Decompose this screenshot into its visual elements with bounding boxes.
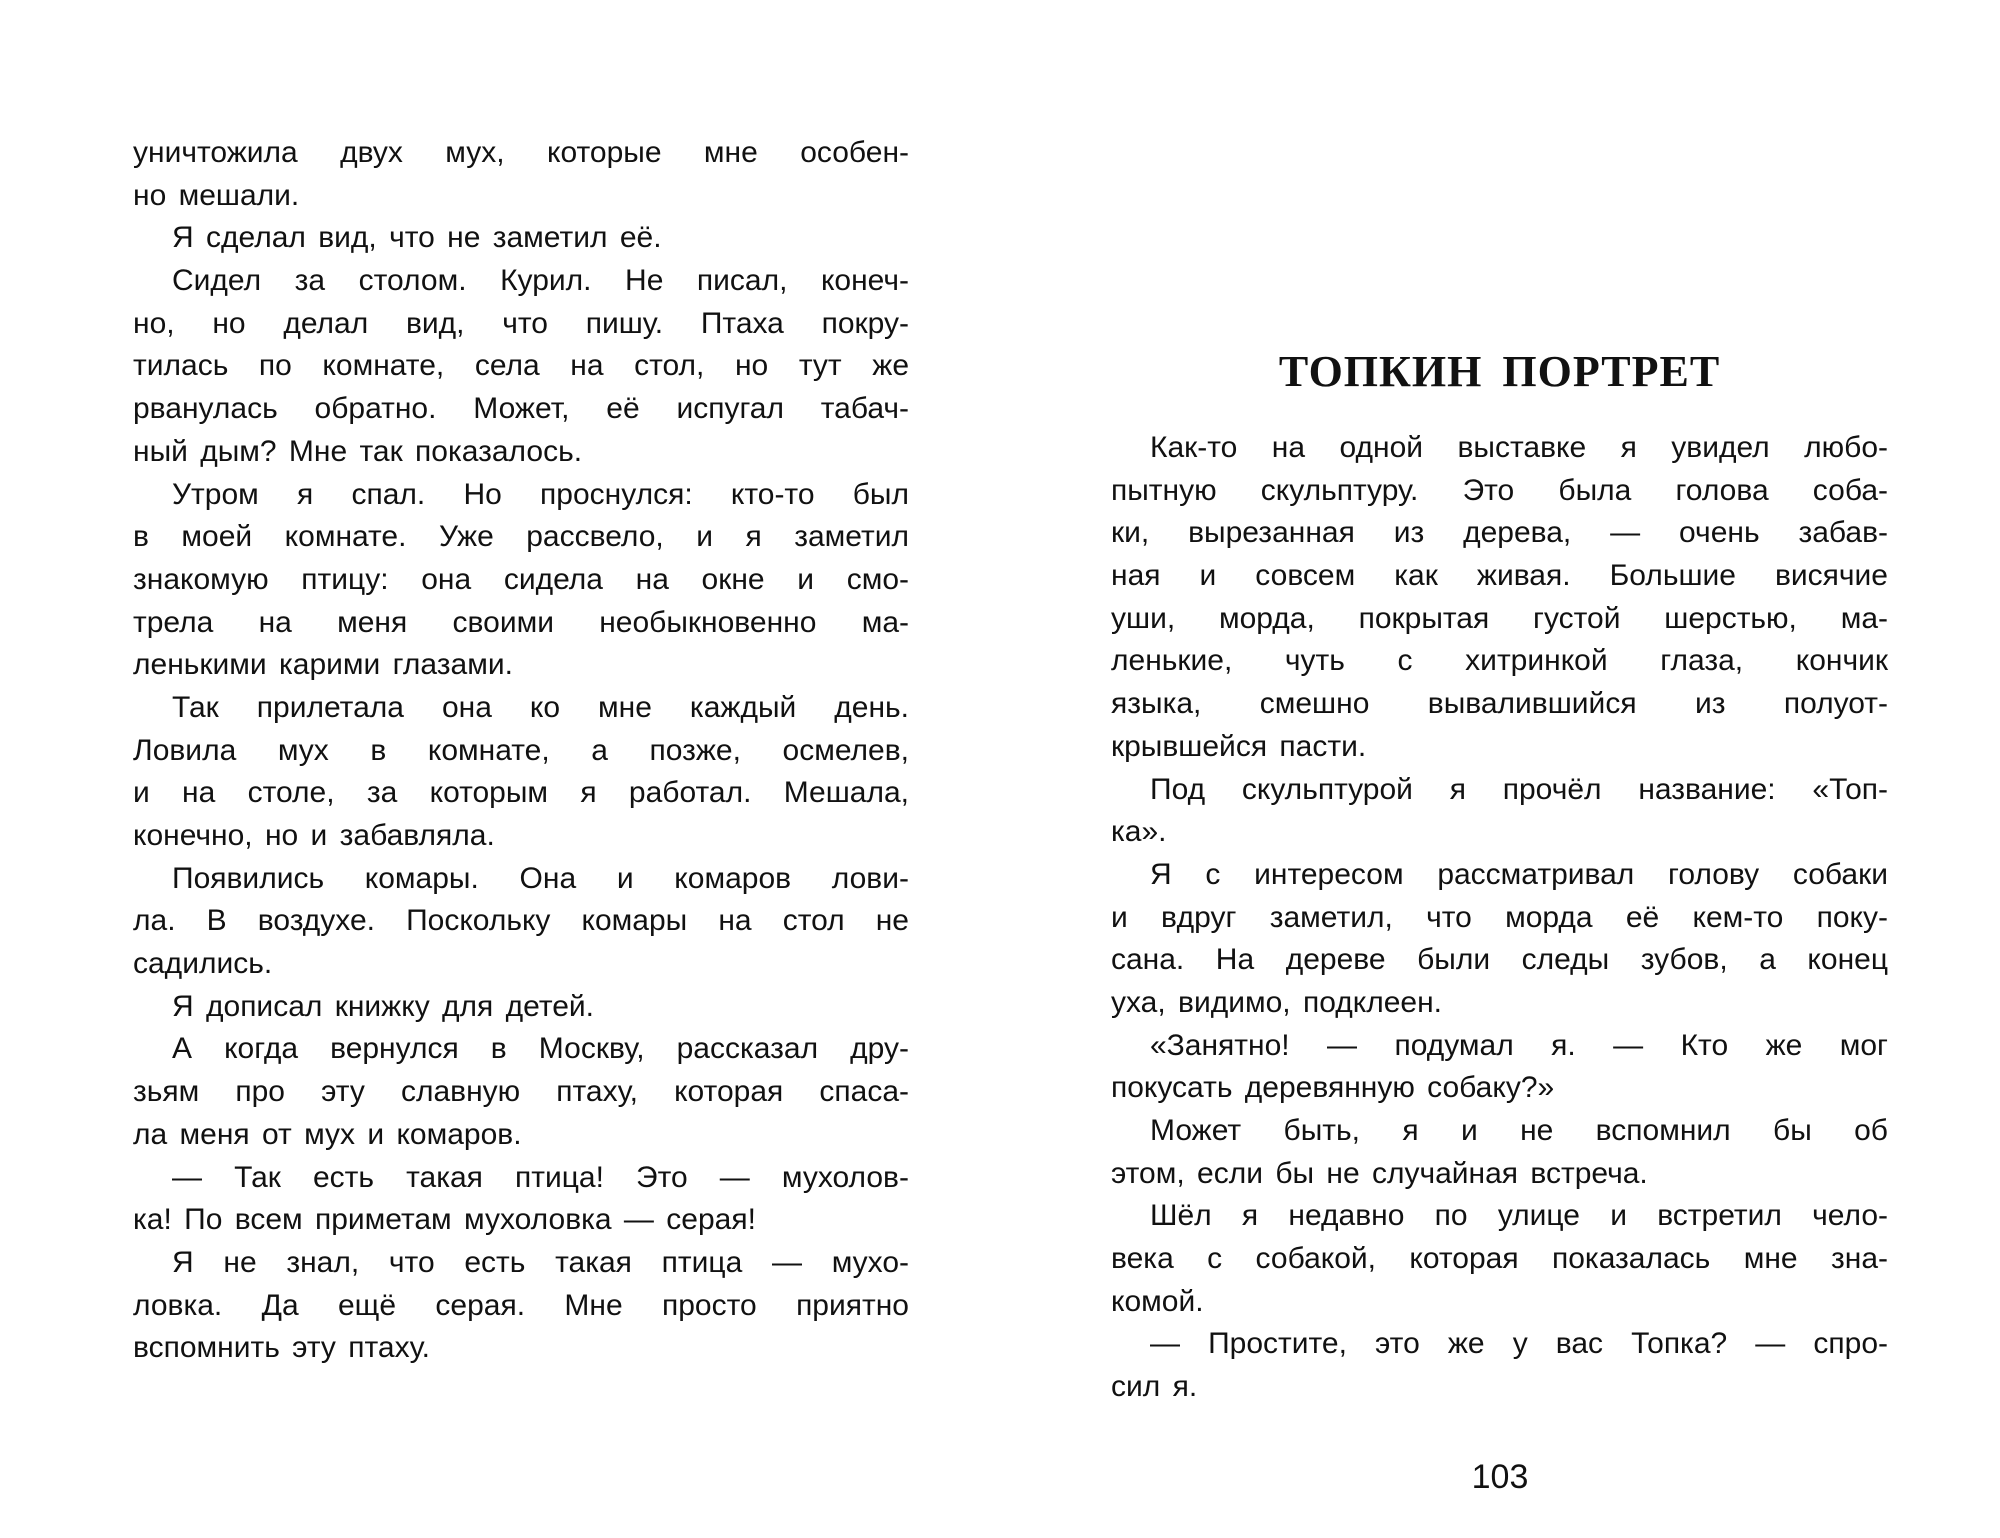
text-line: Утром я спал. Но проснулся: кто-то был — [172, 477, 909, 511]
text-line: А когда вернулся в Москву, рассказал дру- — [172, 1032, 909, 1066]
text-line: тилась по комнате, села на стол, но тут же — [133, 349, 909, 383]
text-line: трела на меня своими необыкновенно ма- — [133, 605, 909, 639]
text-line: Так прилетала она ко мне каждый день. — [172, 690, 909, 724]
text-line: зьям про эту славную птаху, которая спаса- — [133, 1075, 909, 1109]
text-line: но, но делал вид, что пишу. Птаха покру- — [133, 306, 909, 340]
left-page-text — [133, 132, 909, 1370]
paragraph — [1111, 854, 1888, 1025]
text-line: Я с интересом рассматривал голову собаки — [1150, 857, 1888, 891]
text-line: Как-то на одной выставке я увидел любо- — [1150, 431, 1888, 464]
text-line: Под скульптурой я прочёл название: «Топ- — [1150, 772, 1888, 806]
text-line: в моей комнате. Уже рассвело, и я заметил — [133, 520, 909, 554]
paragraph — [133, 1157, 909, 1242]
text-line: вспомнить эту птаху. — [133, 1331, 430, 1365]
text-line: — Простите, это же у вас Топка? — спро- — [1150, 1327, 1888, 1361]
text-line: рванулась обратно. Может, её испугал табач- — [133, 392, 909, 426]
paragraph — [1111, 1025, 1888, 1110]
text-line: сил я. — [1111, 1370, 1198, 1404]
text-line: Появились комары. Она и комаров лови- — [172, 861, 909, 895]
text-line: Ловила мух в комнате, а позже, осмелев, — [133, 733, 909, 767]
text-line: покусать деревянную собаку?» — [1111, 1071, 1555, 1105]
page-number: 103 — [1471, 1458, 1529, 1496]
text-line: «Занятно! — подумал я. — Кто же мог — [1150, 1028, 1888, 1062]
text-line: садились. — [133, 947, 273, 981]
paragraph — [133, 260, 909, 473]
paragraph — [133, 132, 909, 217]
text-line: — Так есть такая птица! Это — мухолов- — [172, 1160, 909, 1194]
text-line: ленькими карими глазами. — [133, 648, 513, 682]
text-line: ловка. Да ещё серая. Мне просто приятно — [133, 1288, 909, 1322]
paragraph — [133, 858, 909, 986]
text-line: ла. В воздухе. Поскольку комары на стол не — [133, 904, 909, 938]
text-line: уши, морда, покрытая густой шерстью, ма- — [1111, 601, 1888, 635]
text-line: этом, если бы не случайная встреча. — [1111, 1156, 1648, 1190]
text-line: Шёл я недавно по улице и встретил чело- — [1150, 1199, 1888, 1233]
text-line: ленькие, чуть с хитринкой глаза, кончик — [1111, 644, 1888, 678]
text-line: комой. — [1111, 1284, 1204, 1318]
text-line: уха, видимо, подклеен. — [1111, 985, 1442, 1019]
paragraph — [1111, 769, 1888, 854]
text-line: Я дописал книжку для детей. — [172, 989, 594, 1023]
paragraph — [1111, 1323, 1888, 1408]
text-line: Может быть, я и не вспомнил бы об — [1150, 1114, 1888, 1147]
text-line: языка, смешно вывалившийся из полуот- — [1111, 687, 1888, 721]
paragraph — [133, 1242, 909, 1370]
paragraph — [133, 1028, 909, 1156]
text-line: уничтожила двух мух, которые мне особен- — [133, 136, 909, 169]
text-line: знакомую птицу: она сидела на окне и смо- — [133, 562, 909, 596]
paragraph — [133, 986, 909, 1029]
text-line: Сидел за столом. Курил. Не писал, конеч- — [172, 264, 909, 298]
text-line: ка! По всем приметам мухоловка — серая! — [133, 1203, 756, 1237]
right-page-text — [1111, 427, 1888, 1409]
text-line: Я не знал, что есть такая птица — мухо- — [172, 1245, 909, 1279]
text-line: конечно, но и забавляла. — [133, 819, 495, 852]
text-line: и вдруг заметил, что морда её кем-то поку- — [1111, 900, 1888, 934]
paragraph — [1111, 1110, 1888, 1195]
paragraph — [133, 217, 909, 260]
paragraph — [1111, 1195, 1888, 1323]
text-line: Я сделал вид, что не заметил её. — [172, 221, 662, 255]
paragraph — [133, 687, 909, 858]
text-line: ная и совсем как живая. Большие висячие — [1111, 559, 1888, 593]
text-line: и на столе, за которым я работал. Мешала, — [133, 776, 909, 810]
text-line: но мешали. — [133, 178, 300, 212]
paragraph — [1111, 427, 1888, 769]
text-line: сана. На дереве были следы зубов, а конец — [1111, 943, 1888, 977]
text-line: ка». — [1111, 815, 1167, 849]
text-line: крывшейся пасти. — [1111, 729, 1367, 763]
text-line: века с собакой, которая показалась мне зна- — [1111, 1242, 1888, 1276]
text-line: ный дым? Мне так показалось. — [133, 434, 583, 468]
chapter-title: ТОПКИН ПОРТРЕТ — [1278, 347, 1721, 396]
text-line: ки, вырезанная из дерева, — очень забав- — [1111, 516, 1888, 550]
paragraph — [133, 474, 909, 687]
text-line: пытную скульптуру. Это была голова соба- — [1111, 473, 1888, 507]
text-line: ла меня от мух и комаров. — [133, 1117, 522, 1151]
